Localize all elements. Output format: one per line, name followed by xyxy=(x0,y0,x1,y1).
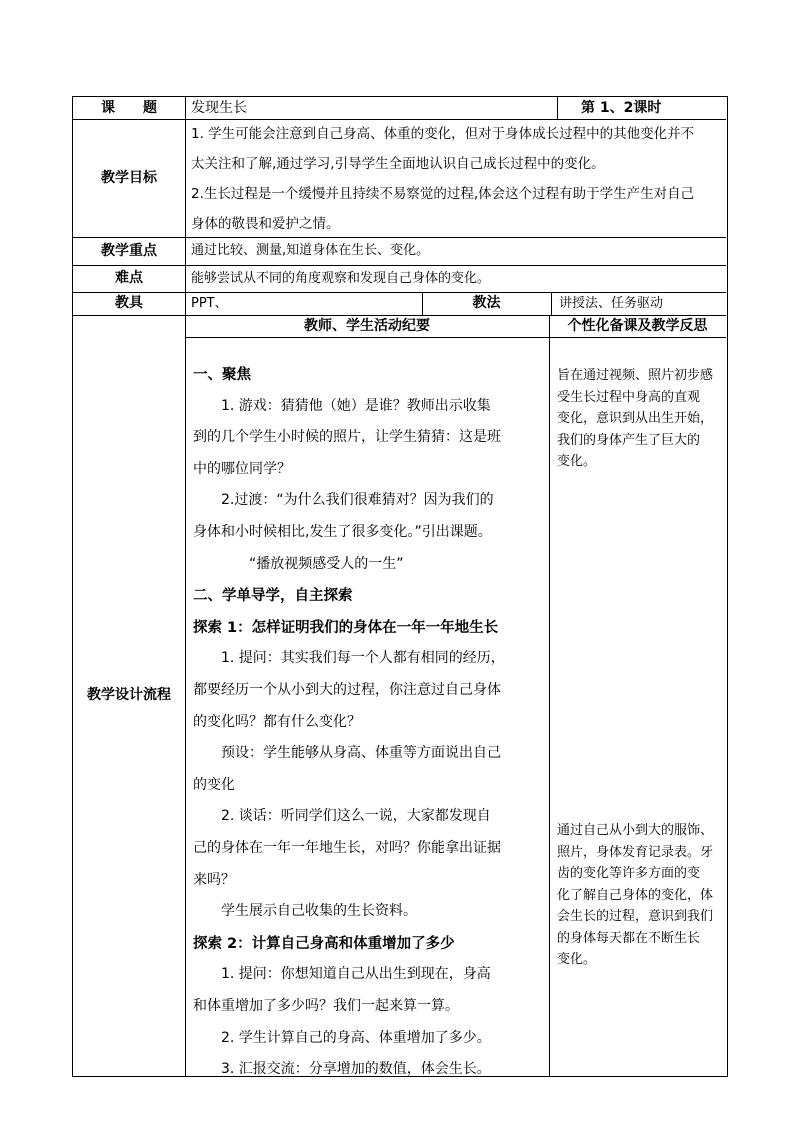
activity-line: “播放视频感受人的一生” xyxy=(249,555,404,572)
activity-line: 1. 提问：你想知道自己从出生到现在，身高 xyxy=(221,966,491,983)
section-heading: 探索 2：计算自己身高和体重增加了多少 xyxy=(193,935,455,952)
reflection-line: 变化，意识到从出生开始， xyxy=(557,411,714,426)
process-label: 教学设计流程 xyxy=(87,687,171,704)
reflection-line: 变化。 xyxy=(557,952,597,967)
section-heading: 探索 1：怎样证明我们的身体在一年一年地生长 xyxy=(193,619,499,636)
reflection-line: 会生长的过程，意识到我们 xyxy=(557,909,714,924)
method-label: 教法 xyxy=(472,295,501,312)
reflection-line: 变化。 xyxy=(557,454,597,469)
activity-line: 2. 学生计算自己的身高、体重增加了多少。 xyxy=(221,1029,491,1046)
difficulty-label: 难点 xyxy=(115,270,143,287)
column-divider xyxy=(551,292,552,315)
section-heading: 二、学单导学，自主探索 xyxy=(193,588,353,605)
activity-line: 2.过渡：“为什么我们很难猜对？因为我们的 xyxy=(221,492,494,509)
goals-line: 1. 学生可能会注意到自己身高、体重的变化，但对于身体成长过程中的其他变化并不 xyxy=(191,126,695,142)
difficulty-value: 能够尝试从不同的角度观察和发现自己身体的变化。 xyxy=(191,270,491,286)
goals-line: 太关注和了解,通过学习,引导学生全面地认识自己成长过程中的变化。 xyxy=(191,156,605,172)
column-divider xyxy=(549,315,550,1076)
reflection-line: 照片，身体发育记录表。牙 xyxy=(557,844,714,860)
method-value: 讲授法、任务驱动 xyxy=(559,295,664,311)
reflection-line: 通过自己从小到大的服饰、 xyxy=(557,823,714,838)
key-points-value: 通过比较、测量,知道身体在生长、变化。 xyxy=(191,243,430,259)
column-divider xyxy=(557,97,558,120)
activity-line: 1. 提问：其实我们每一个人都有相同的经历， xyxy=(221,650,505,667)
lesson-plan-table xyxy=(72,96,728,1077)
reflection-line: 齿的变化等许多方面的变 xyxy=(557,866,701,881)
activity-line: 的变化 xyxy=(193,776,235,793)
activity-line: 到的几个学生小时候的照片，让学生猜猜：这是班 xyxy=(193,429,501,446)
activity-line: 预设：学生能够从身高、体重等方面说出自己 xyxy=(221,745,501,762)
activity-line: 都要经历一个从小到大的过程，你注意过自己身体 xyxy=(193,682,501,698)
column-divider xyxy=(185,97,186,1076)
topic-value: 发现生长 xyxy=(191,99,247,116)
activity-line: 和体重增加了多少吗？我们一起来算一算。 xyxy=(193,998,459,1014)
activity-line: 2. 谈话：听同学们这么一说，大家都发现自 xyxy=(221,808,491,825)
key-points-label: 教学重点 xyxy=(101,242,157,259)
activity-line: 中的哪位同学？ xyxy=(193,460,291,477)
goals-label: 教学目标 xyxy=(101,169,157,186)
reflection-line: 的身体每天都在不断生长 xyxy=(557,930,701,946)
tools-label: 教具 xyxy=(115,295,143,312)
section-heading: 一、聚焦 xyxy=(193,367,251,383)
goals-text xyxy=(191,119,723,239)
activity-line: 己的身体在一年一年地生长，对吗？你能拿出证据 xyxy=(193,840,501,856)
process-col2-header: 个性化备课及教学反思 xyxy=(567,317,708,334)
reflection-note-2 xyxy=(557,820,723,971)
reflection-line: 化了解自己身体的变化，体 xyxy=(557,887,714,903)
reflection-line: 旨在通过视频、照片初步感 xyxy=(557,368,714,383)
lesson-period: 第 1、2课时 xyxy=(581,99,662,116)
activity-line: 来吗？ xyxy=(193,871,235,888)
goals-line: 2.生长过程是一个缓慢并且持续不易察觉的过程,体会这个过程有助于学生产生对自己 xyxy=(191,186,695,202)
row-divider xyxy=(185,337,726,338)
topic-label: 课 题 xyxy=(101,99,157,116)
process-col1-header: 教师、学生活动纪要 xyxy=(304,317,430,334)
reflection-note-1 xyxy=(557,365,723,473)
goals-line: 身体的敬畏和爱护之情。 xyxy=(191,216,340,232)
activity-line: 身体和小时候相比,发生了很多变化。”引出课题。 xyxy=(193,524,492,540)
reflection-line: 受生长过程中身高的直观 xyxy=(557,389,701,405)
activity-line: 1. 游戏：猜猜他（她）是谁？教师出示收集 xyxy=(221,397,491,414)
activity-line: 学生展示自己收集的生长资料。 xyxy=(221,903,417,920)
activity-line: 3. 汇报交流：分享增加的数值，体会生长。 xyxy=(221,1061,491,1078)
activity-line: 的变化吗？都有什么变化？ xyxy=(193,713,361,730)
tools-value: PPT、 xyxy=(191,295,228,311)
reflection-line: 我们的身体产生了巨大的 xyxy=(557,432,701,448)
